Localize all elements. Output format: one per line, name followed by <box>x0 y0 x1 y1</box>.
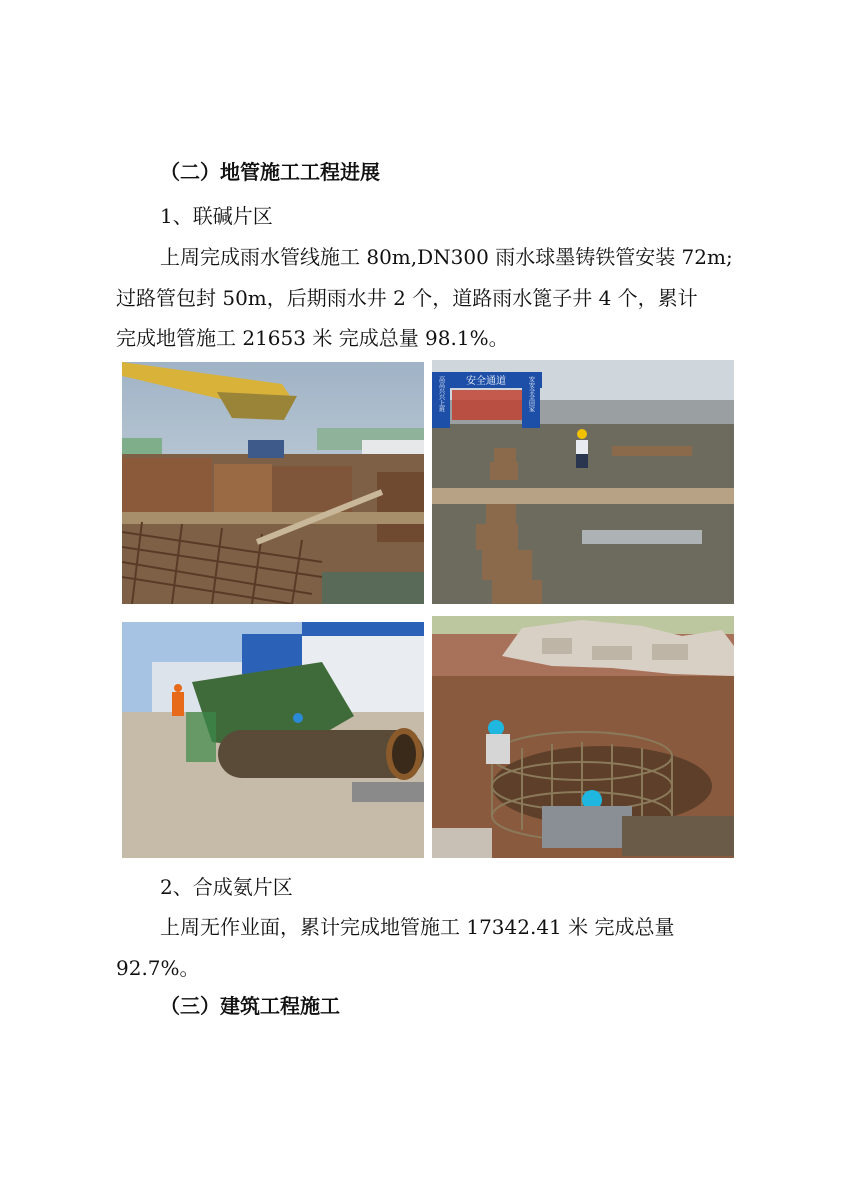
photo-safety-gate-trench <box>432 360 734 604</box>
photo2-sign-text: 安全通道 <box>466 376 506 387</box>
area2-paragraph-line1: 上周无作业面，累计完成地管施工 17342.41 米 完成总量 <box>160 915 675 939</box>
photo-pipe-wrapping <box>122 622 424 858</box>
area2-title: 2、合成氨片区 <box>160 875 293 899</box>
area1-paragraph-line1: 上周完成雨水管线施工 80m,DN300 雨水球墨铸铁管安装 72m; <box>160 245 733 269</box>
area1-paragraph-line2: 过路管包封 50m，后期雨水井 2 个，道路雨水篦子井 4 个，累计 <box>116 286 698 310</box>
photo2-sign-left: 高高兴兴上班 <box>437 376 445 412</box>
area1-paragraph-line3: 完成地管施工 21653 米 完成总量 98.1%。 <box>116 326 509 350</box>
photo-workers-rebar-cage <box>432 616 734 858</box>
heading-pipe-construction: （二）地管施工工程进展 <box>160 160 380 184</box>
heading-building-construction: （三）建筑工程施工 <box>160 994 340 1018</box>
area1-title: 1、联碱片区 <box>160 204 273 228</box>
photo-excavator-rebar <box>122 362 424 604</box>
photo2-sign-right: 安安全全回家 <box>527 376 535 412</box>
area2-paragraph-line2: 92.7%。 <box>116 956 200 980</box>
